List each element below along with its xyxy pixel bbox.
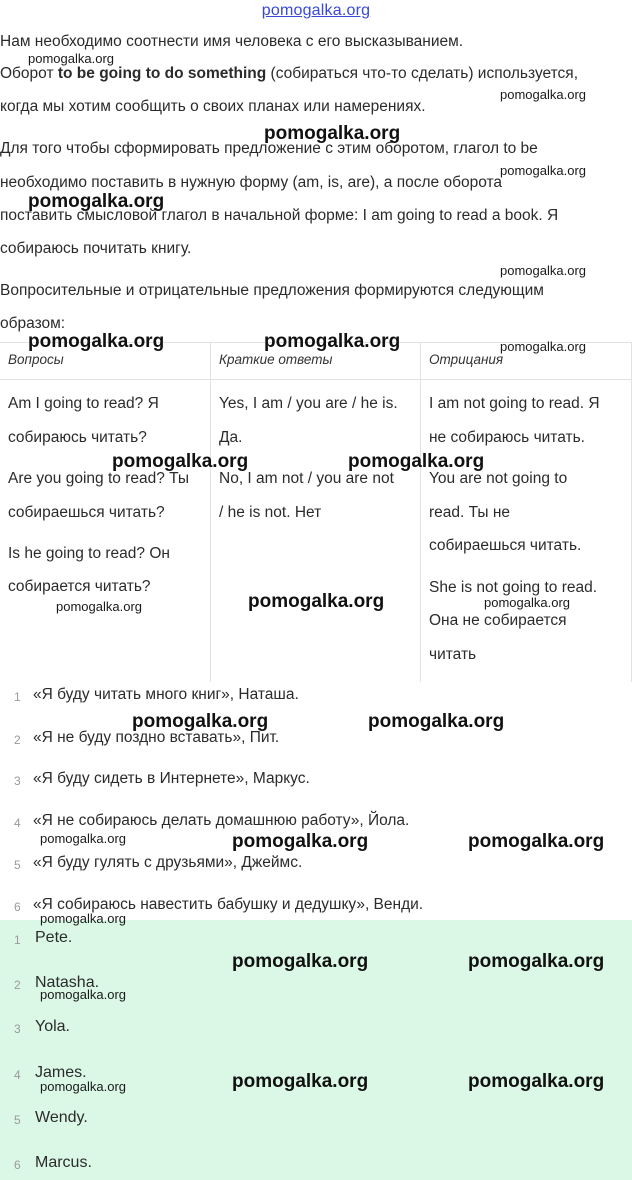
watermark: pomogalka.org bbox=[40, 987, 126, 1002]
watermark: pomogalka.org bbox=[40, 1079, 126, 1094]
answer-text: James. bbox=[35, 1064, 87, 1081]
table-cell-n: читать bbox=[429, 646, 477, 663]
answer-number: 5 bbox=[14, 1113, 21, 1127]
answer-number: 1 bbox=[14, 933, 21, 947]
watermark: pomogalka.org bbox=[232, 951, 369, 972]
list-text: «Я буду читать много книг», Наташа. bbox=[33, 686, 299, 703]
answer-text: Yola. bbox=[35, 1018, 70, 1035]
list-item bbox=[0, 854, 632, 880]
answer-item bbox=[0, 1154, 632, 1180]
watermark: pomogalka.org bbox=[28, 51, 114, 66]
watermark: pomogalka.org bbox=[28, 331, 165, 352]
answer-number: 3 bbox=[14, 1022, 21, 1036]
table-cell-n: собираешься читать. bbox=[429, 537, 582, 554]
list-number: 6 bbox=[14, 900, 21, 914]
watermark: pomogalka.org bbox=[248, 591, 385, 612]
list-text: «Я не буду поздно вставать», Пит. bbox=[33, 729, 280, 746]
watermark: pomogalka.org bbox=[368, 711, 505, 732]
intro-line-2-prefix: Оборот bbox=[0, 65, 58, 82]
answer-item bbox=[0, 1018, 632, 1044]
watermark: pomogalka.org bbox=[56, 599, 142, 614]
watermark: pomogalka.org bbox=[484, 595, 570, 610]
watermark: pomogalka.org bbox=[112, 451, 249, 472]
watermark: pomogalka.org bbox=[468, 951, 605, 972]
watermark: pomogalka.org bbox=[132, 711, 269, 732]
list-number: 2 bbox=[14, 733, 21, 747]
intro-line-2-suffix: (собираться что-то сделать) используется, bbox=[266, 65, 578, 82]
watermark: pomogalka.org bbox=[500, 87, 586, 102]
watermark: pomogalka.org bbox=[40, 911, 126, 926]
watermark: pomogalka.org bbox=[264, 123, 401, 144]
table-cell-q: Is he going to read? Он bbox=[8, 545, 170, 562]
list-item bbox=[0, 729, 632, 755]
watermark: pomogalka.org bbox=[468, 1071, 605, 1092]
list-text: «Я не собираюсь делать домашнюю работу», Йола. bbox=[33, 812, 410, 829]
table-col-divider-1 bbox=[210, 342, 211, 682]
watermark: pomogalka.org bbox=[232, 831, 369, 852]
answer-text: Marcus. bbox=[35, 1154, 92, 1171]
list-number: 3 bbox=[14, 774, 21, 788]
watermark: pomogalka.org bbox=[500, 263, 586, 278]
intro-line-7: собираюсь почитать книгу. bbox=[0, 240, 192, 257]
list-text: «Я буду сидеть в Интернете», Маркус. bbox=[33, 770, 310, 787]
table-cell-q: собираешься читать? bbox=[8, 504, 165, 521]
intro-line-6: поставить смысловой глагол в начальной форме: I am going to read a book. Я bbox=[0, 207, 559, 224]
table-cell-n: You are not going to bbox=[429, 470, 568, 487]
table-cell-q: Are you going to read? Ты bbox=[8, 470, 190, 487]
table-cell-n: read. Ты не bbox=[429, 504, 511, 521]
grammar-table bbox=[0, 342, 632, 682]
list-number: 4 bbox=[14, 816, 21, 830]
table-cell-n: Она не собирается bbox=[429, 612, 567, 629]
list-item bbox=[0, 686, 632, 712]
watermark: pomogalka.org bbox=[40, 831, 126, 846]
intro-line-3: когда мы хотим сообщить о своих планах или намерениях. bbox=[0, 98, 426, 115]
table-cell-a: / he is not. Нет bbox=[219, 504, 322, 521]
watermark: pomogalka.org bbox=[232, 1071, 369, 1092]
list-number: 1 bbox=[14, 690, 21, 704]
watermark: pomogalka.org bbox=[500, 339, 586, 354]
table-cell-a: Yes, I am / you are / he is. bbox=[219, 395, 398, 412]
watermark: pomogalka.org bbox=[28, 191, 165, 212]
list-item bbox=[0, 770, 632, 796]
watermark: pomogalka.org bbox=[468, 831, 605, 852]
answer-text: Wendy. bbox=[35, 1109, 88, 1126]
watermark: pomogalka.org bbox=[500, 163, 586, 178]
answer-text: Pete. bbox=[35, 929, 73, 946]
intro-line-5: необходимо поставить в нужную форму (am, is, are), а после оборота bbox=[0, 174, 503, 191]
intro-line-4: Для того чтобы сформировать предложение с этим оборотом, глагол to be bbox=[0, 140, 538, 157]
table-header-negations: Отрицания bbox=[429, 352, 504, 367]
list-text: «Я буду гулять с друзьями», Джеймс. bbox=[33, 854, 303, 871]
table-cell-n: I am not going to read. Я bbox=[429, 395, 600, 412]
table-cell-n: She is not going to read. bbox=[429, 579, 598, 596]
answer-item bbox=[0, 1109, 632, 1135]
answer-number: 6 bbox=[14, 1158, 21, 1172]
intro-line-1: Нам необходимо соотнести имя человека с его высказыванием. bbox=[0, 33, 464, 50]
list-text: «Я собираюсь навестить бабушку и дедушку», Венди. bbox=[33, 896, 424, 913]
table-cell-a: No, I am not / you are not bbox=[219, 470, 394, 487]
table-cell-a: Да. bbox=[219, 429, 243, 446]
table-header-divider bbox=[0, 379, 632, 380]
answer-text: Natasha. bbox=[35, 974, 100, 991]
table-cell-q: собирается читать? bbox=[8, 578, 151, 595]
watermark: pomogalka.org bbox=[348, 451, 485, 472]
list-number: 5 bbox=[14, 858, 21, 872]
intro-bold-phrase: to be going to do something bbox=[57, 65, 267, 82]
intro-line-9: образом: bbox=[0, 315, 66, 332]
answer-number: 4 bbox=[14, 1068, 21, 1082]
intro-line-2 bbox=[0, 65, 578, 83]
intro-line-8: Вопросительные и отрицательные предложения формируются следующим bbox=[0, 282, 544, 299]
table-cell-q: Am I going to read? Я bbox=[8, 395, 159, 412]
table-col-divider-2 bbox=[420, 342, 421, 682]
table-cell-n: не собираюсь читать. bbox=[429, 429, 585, 446]
table-header-questions: Вопросы bbox=[8, 352, 64, 367]
site-logo[interactable]: pomogalka.org bbox=[261, 2, 371, 19]
watermark: pomogalka.org bbox=[264, 331, 401, 352]
table-cell-q: собираюсь читать? bbox=[8, 429, 147, 446]
table-header-short-answers: Краткие ответы bbox=[219, 352, 333, 367]
answer-number: 2 bbox=[14, 978, 21, 992]
